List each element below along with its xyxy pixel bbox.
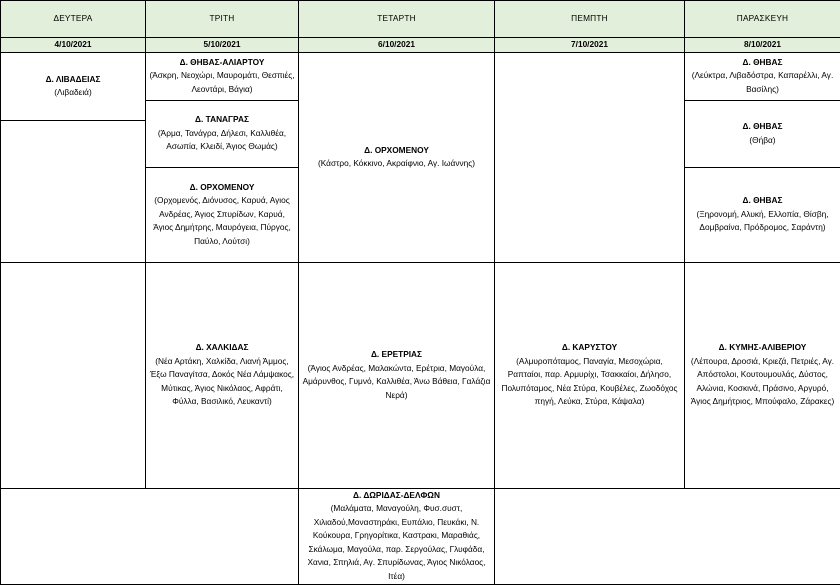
- day-header-row: [1, 1, 840, 38]
- municipality-title: Δ. ΚΥΜΗΣ-ΑΛΙΒΕΡΙΟΥ: [688, 341, 837, 355]
- cell-tuesday-orchomenos: [146, 167, 299, 262]
- schedule-row: [1, 52, 840, 94]
- villages-list: (Άσκρη, Νεοχώρι, Μαυρομάτι, Θεσπιές, Λεοντάρι, Βάγια): [149, 69, 295, 96]
- date-monday: 4/10/2021: [1, 38, 146, 53]
- day-header-wednesday: ΤΕΤΑΡΤΗ: [299, 1, 495, 38]
- date-friday: 8/10/2021: [685, 38, 840, 53]
- municipality-title: Δ. ΟΡΧΟΜΕΝΟΥ: [302, 144, 491, 158]
- cell-monday-empty-2: [1, 262, 146, 488]
- date-row: [1, 38, 840, 53]
- day-header-thursday: ΠΕΜΠΤΗ: [495, 1, 685, 38]
- date-wednesday: 6/10/2021: [299, 38, 495, 53]
- municipality-title: Δ. ΟΡΧΟΜΕΝΟΥ: [149, 181, 295, 195]
- date-thursday: 7/10/2021: [495, 38, 685, 53]
- municipality-title: Δ. ΘΗΒΑΣ-ΑΛΙΑΡΤΟΥ: [149, 56, 295, 70]
- villages-list: (Κάστρο, Κόκκινο, Ακραίφνιο, Αγ. Ιωάννης): [302, 157, 491, 171]
- cell-monday-empty-1: [1, 120, 146, 262]
- cell-wednesday-orchomenos: [299, 52, 495, 262]
- municipality-title: Δ. ΕΡΕΤΡΙΑΣ: [302, 348, 491, 362]
- cell-wednesday-dorida-delfoi: [299, 488, 495, 584]
- day-header-friday: ΠΑΡΑΣΚΕΥΗ: [685, 1, 840, 38]
- municipality-title: Δ. ΘΗΒΑΣ: [688, 194, 837, 208]
- cell-thursday-karystos: [495, 262, 685, 488]
- cell-friday-kymi-aliveri: [685, 262, 840, 488]
- villages-list: (Μαλάματα, Μαναγούλη, Φυσ.συστ, Χιλιαδού,Μοναστηράκι, Ευπάλιο, Πευκάκι, Ν. Κούκουρα, Γρηγορίτικα, Καστρακι, Μαραθιάς, Σκάλωμα, Μαγούλα, παρ. Σεργούλας, Γλυφάδα, Χανια, Σπηλιά, Αγ. Σπυρίδωνας, Άγιος Νικόλαος, Ιτέα): [302, 502, 491, 583]
- cell-thursday-empty: [495, 52, 685, 262]
- schedule-row: [1, 262, 840, 488]
- cell-monday-livadeia: [1, 52, 146, 120]
- municipality-title: Δ. ΘΗΒΑΣ: [688, 56, 837, 70]
- cell-friday-thiva-1: [685, 52, 840, 100]
- municipality-title: Δ. ΘΗΒΑΣ: [688, 120, 837, 134]
- cell-mon-tue-empty-3: [1, 488, 299, 584]
- villages-list: (Ορχομενός, Διόνυσος, Καρυά, Αγιος Ανδρέας, Άγιος Σπυρίδων, Καρυά, Άγιος Δημήτρης, Μαυρόγεια, Πύργος, Παύλο, Λούτσι): [149, 194, 295, 248]
- villages-list: (Άρμα, Τανάγρα, Δήλεσι, Καλλιθέα, Ασωπία, Κλειδί, Άγιος Θωμάς): [149, 127, 295, 154]
- cell-tuesday-chalkida: [146, 262, 299, 488]
- villages-list: (Λέπουρα, Δροσιά, Κριεζά, Πετριές, Αγ. Απόστολοι, Κουτουμουλάς, Δύστος, Αλώνια, Κοσκινά, Πράσινο, Αργυρό, Άγιος Δημήτριος, Μπούφαλο, Ζάρακες): [688, 355, 837, 409]
- villages-list: (Άγιος Ανδρέας, Μαλακώντα, Ερέτρια, Μαγούλα, Αμάρυνθος, Γυμνό, Καλλιθέα, Άνω Βάθεια, Γαλάζια Νερά): [302, 362, 491, 403]
- cell-wednesday-eretria: [299, 262, 495, 488]
- municipality-title: Δ. ΤΑΝΑΓΡΑΣ: [149, 113, 295, 127]
- cell-thu-fri-empty-3: [495, 488, 840, 584]
- cell-tuesday-tanagra: [146, 100, 299, 167]
- day-header-monday: ΔΕΥΤΕΡΑ: [1, 1, 146, 38]
- villages-list: (Λιβαδειά): [4, 86, 142, 100]
- municipality-title: Δ. ΚΑΡΥΣΤΟΥ: [498, 341, 681, 355]
- municipality-title: Δ. ΛΙΒΑΔΕΙΑΣ: [4, 73, 142, 87]
- villages-list: (Ξηρονομή, Αλυκή, Ελλοπία, Θίσβη, Δομβραίνα, Πρόδρομος, Σαράντη): [688, 208, 837, 235]
- date-tuesday: 5/10/2021: [146, 38, 299, 53]
- cell-friday-thiva-3: [685, 167, 840, 262]
- villages-list: (Θήβα): [688, 134, 837, 148]
- day-header-tuesday: ΤΡΙΤΗ: [146, 1, 299, 38]
- villages-list: (Νέα Αρτάκη, Χαλκίδα, Λιανή Άμμος, Έξω Παναγίτσα, Δοκός Νέα Λάμψακος, Μύτικας, Άγιος Νικόλαος, Αφράτι, Φύλλα, Βασιλικό, Λευκαντί): [149, 355, 295, 409]
- schedule-row: [1, 488, 840, 584]
- villages-list: (Αλμυροπόταμος, Παναγία, Μεσοχώρια, Ραπταίοι, παρ. Αρμυρίχι, Τσακκαίοι, Δήλησο, Πολυπόταμος, Νέα Στύρα, Κουβέλες, Ζωοδόχος πηγή, Λεύκα, Στύρα, Κάψαλα): [498, 355, 681, 409]
- villages-list: (Λεύκτρα, Λιβαδόστρα, Καπαρέλλι, Αγ. Βασίλης): [688, 69, 837, 96]
- cell-friday-thiva-2: [685, 100, 840, 167]
- cell-tuesday-thiva-aliartos: [146, 52, 299, 100]
- municipality-title: Δ. ΧΑΛΚΙΔΑΣ: [149, 341, 295, 355]
- municipality-title: Δ. ΔΩΡΙΔΑΣ-ΔΕΛΦΩΝ: [302, 489, 491, 503]
